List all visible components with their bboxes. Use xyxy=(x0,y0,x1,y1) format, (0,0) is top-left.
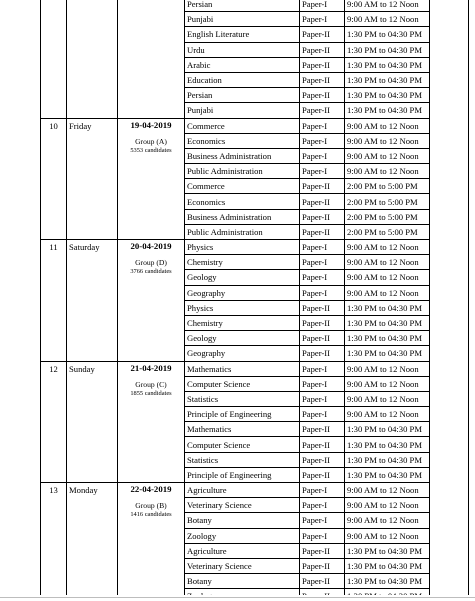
time-cell: 2:00 PM to 5:00 PM xyxy=(345,224,430,239)
subject-cell: Punjabi xyxy=(185,103,300,118)
time-cell: 1:30 PM to 04:30 PM xyxy=(345,57,430,72)
paper-cell: Paper-II xyxy=(300,467,345,482)
time-cell: 1:30 PM to 04:30 PM xyxy=(345,88,430,103)
time-cell: 9:00 AM to 12 Noon xyxy=(345,361,430,376)
exam-date: 22-04-2019 xyxy=(130,484,172,494)
day-cell: Monday xyxy=(67,483,118,601)
paper-cell: Paper-I xyxy=(300,376,345,391)
time-cell: 1:30 PM to 04:30 PM xyxy=(345,452,430,467)
subject-cell: Persian xyxy=(185,88,300,103)
time-cell: 9:00 AM to 12 Noon xyxy=(345,255,430,270)
paper-cell: Paper-II xyxy=(300,543,345,558)
candidate-count: 3766 candidates xyxy=(130,268,172,275)
subject-cell: Punjabi xyxy=(185,12,300,27)
day-cell: Saturday xyxy=(67,240,118,362)
time-cell: 1:30 PM to 04:30 PM xyxy=(345,331,430,346)
day-cell-continued xyxy=(67,0,118,118)
paper-cell: Paper-II xyxy=(300,103,345,118)
paper-cell: Paper-I xyxy=(300,0,345,12)
subject-cell: Geography xyxy=(185,285,300,300)
time-cell: 9:00 AM to 12 Noon xyxy=(345,133,430,148)
time-cell: 9:00 AM to 12 Noon xyxy=(345,118,430,133)
subject-cell: Zoology xyxy=(185,528,300,543)
time-cell: 9:00 AM to 12 Noon xyxy=(345,513,430,528)
time-cell: 1:30 PM to 04:30 PM xyxy=(345,300,430,315)
paper-cell: Paper-II xyxy=(300,57,345,72)
time-cell: 2:00 PM to 5:00 PM xyxy=(345,209,430,224)
subject-cell: Botany xyxy=(185,513,300,528)
subject-cell: Statistics xyxy=(185,391,300,406)
day-cell: Sunday xyxy=(67,361,118,483)
time-cell: 1:30 PM to 04:30 PM xyxy=(345,422,430,437)
subject-cell: Chemistry xyxy=(185,255,300,270)
time-cell: 1:30 PM to 04:30 PM xyxy=(345,543,430,558)
time-cell: 1:30 PM to 04:30 PM xyxy=(345,346,430,361)
paper-cell: Paper-II xyxy=(300,224,345,239)
table-row xyxy=(41,240,430,255)
day-cell: Friday xyxy=(67,118,118,240)
paper-cell: Paper-I xyxy=(300,483,345,498)
paper-cell: Paper-I xyxy=(300,391,345,406)
subject-cell: Physics xyxy=(185,300,300,315)
time-cell: 2:00 PM to 5:00 PM xyxy=(345,194,430,209)
table-row xyxy=(41,483,430,498)
subject-cell: Agriculture xyxy=(185,543,300,558)
date-group-cell xyxy=(118,240,185,362)
time-cell: 9:00 AM to 12 Noon xyxy=(345,270,430,285)
paper-cell: Paper-II xyxy=(300,315,345,330)
exam-date: 20-04-2019 xyxy=(130,241,172,251)
time-cell: 1:30 PM to 04:30 PM xyxy=(345,467,430,482)
subject-cell: Economics xyxy=(185,133,300,148)
subject-cell: Commerce xyxy=(185,179,300,194)
time-cell: 9:00 AM to 12 Noon xyxy=(345,12,430,27)
subject-cell: Botany xyxy=(185,574,300,589)
time-cell: 9:00 AM to 12 Noon xyxy=(345,164,430,179)
time-cell: 9:00 AM to 12 Noon xyxy=(345,498,430,513)
paper-cell: Paper-II xyxy=(300,574,345,589)
subject-cell: Physics xyxy=(185,240,300,255)
date-cell-continued xyxy=(118,0,185,118)
bottom-page-edge xyxy=(0,597,475,598)
right-page-border xyxy=(468,0,469,601)
subject-cell: Agriculture xyxy=(185,483,300,498)
paper-cell: Paper-II xyxy=(300,300,345,315)
time-cell: 1:30 PM to 04:30 PM xyxy=(345,103,430,118)
serial-cell-continued xyxy=(41,0,67,118)
candidate-count: 1855 candidates xyxy=(130,389,172,397)
subject-cell: Commerce xyxy=(185,118,300,133)
paper-cell: Paper-II xyxy=(300,27,345,42)
subject-cell: Computer Science xyxy=(185,376,300,391)
subject-cell: Computer Science xyxy=(185,437,300,452)
paper-cell: Paper-II xyxy=(300,346,345,361)
paper-cell: Paper-I xyxy=(300,285,345,300)
subject-cell: Mathematics xyxy=(185,361,300,376)
time-cell: 9:00 AM to 12 Noon xyxy=(345,0,430,12)
paper-cell: Paper-I xyxy=(300,528,345,543)
time-cell: 1:30 PM to 04:30 PM xyxy=(345,72,430,87)
time-cell: 9:00 AM to 12 Noon xyxy=(345,528,430,543)
time-cell: 1:30 PM to 04:30 PM xyxy=(345,558,430,573)
subject-cell: Geology xyxy=(185,270,300,285)
exam-date: 19-04-2019 xyxy=(130,119,172,130)
paper-cell: Paper-II xyxy=(300,42,345,57)
exam-date: 21-04-2019 xyxy=(130,362,172,373)
group-label: Group (B) xyxy=(135,501,167,510)
schedule-table-body xyxy=(41,0,430,601)
paper-cell: Paper-II xyxy=(300,558,345,573)
subject-cell: Economics xyxy=(185,194,300,209)
subject-cell: Veterinary Science xyxy=(185,498,300,513)
paper-cell: Paper-I xyxy=(300,12,345,27)
group-label: Group (C) xyxy=(135,379,167,389)
subject-cell: Statistics xyxy=(185,452,300,467)
subject-cell: English Literature xyxy=(185,27,300,42)
paper-cell: Paper-II xyxy=(300,72,345,87)
paper-cell: Paper-II xyxy=(300,209,345,224)
paper-cell: Paper-I xyxy=(300,498,345,513)
subject-cell: Public Administration xyxy=(185,164,300,179)
time-cell: 1:30 PM to 04:30 PM xyxy=(345,574,430,589)
paper-cell: Paper-I xyxy=(300,148,345,163)
subject-cell: Chemistry xyxy=(185,315,300,330)
time-cell: 1:30 PM to 04:30 PM xyxy=(345,27,430,42)
time-cell: 9:00 AM to 12 Noon xyxy=(345,407,430,422)
time-cell: 1:30 PM to 04:30 PM xyxy=(345,315,430,330)
subject-cell: Principle of Engineering xyxy=(185,407,300,422)
paper-cell: Paper-I xyxy=(300,164,345,179)
paper-cell: Paper-II xyxy=(300,179,345,194)
group-label: Group (D) xyxy=(135,258,167,267)
subject-cell: Mathematics xyxy=(185,422,300,437)
paper-cell: Paper-I xyxy=(300,240,345,255)
time-cell: 9:00 AM to 12 Noon xyxy=(345,391,430,406)
paper-cell: Paper-I xyxy=(300,407,345,422)
date-group-cell xyxy=(118,361,185,483)
time-cell: 9:00 AM to 12 Noon xyxy=(345,376,430,391)
paper-cell: Paper-II xyxy=(300,88,345,103)
paper-cell: Paper-II xyxy=(300,422,345,437)
subject-cell: Business Administration xyxy=(185,148,300,163)
paper-cell: Paper-II xyxy=(300,194,345,209)
candidate-count: 5353 candidates xyxy=(130,146,172,154)
exam-schedule-table xyxy=(40,0,430,601)
time-cell: 1:30 PM to 04:30 PM xyxy=(345,42,430,57)
subject-cell: Geography xyxy=(185,346,300,361)
paper-cell: Paper-II xyxy=(300,331,345,346)
date-group-cell xyxy=(118,483,185,601)
paper-cell: Paper-II xyxy=(300,437,345,452)
table-row xyxy=(41,118,430,133)
serial-cell: 13 xyxy=(41,483,67,601)
time-cell: 1:30 PM to 04:30 PM xyxy=(345,437,430,452)
time-cell: 9:00 AM to 12 Noon xyxy=(345,483,430,498)
time-cell: 2:00 PM to 5:00 PM xyxy=(345,179,430,194)
paper-cell: Paper-I xyxy=(300,255,345,270)
time-cell: 9:00 AM to 12 Noon xyxy=(345,240,430,255)
time-cell: 9:00 AM to 12 Noon xyxy=(345,148,430,163)
date-group-cell xyxy=(118,118,185,240)
subject-cell: Urdu xyxy=(185,42,300,57)
paper-cell: Paper-I xyxy=(300,361,345,376)
subject-cell: Business Administration xyxy=(185,209,300,224)
subject-cell: Principle of Engineering xyxy=(185,467,300,482)
paper-cell: Paper-I xyxy=(300,118,345,133)
table-row xyxy=(41,0,430,12)
subject-cell: Geology xyxy=(185,331,300,346)
serial-cell: 12 xyxy=(41,361,67,483)
candidate-count: 1416 candidates xyxy=(130,511,172,518)
group-label: Group (A) xyxy=(135,136,167,146)
bottom-page-cutoff xyxy=(0,595,475,601)
time-cell: 9:00 AM to 12 Noon xyxy=(345,285,430,300)
subject-cell: Public Administration xyxy=(185,224,300,239)
paper-cell: Paper-I xyxy=(300,270,345,285)
subject-cell: Education xyxy=(185,72,300,87)
paper-cell: Paper-II xyxy=(300,452,345,467)
paper-cell: Paper-I xyxy=(300,133,345,148)
paper-cell: Paper-I xyxy=(300,513,345,528)
table-row xyxy=(41,361,430,376)
serial-cell: 11 xyxy=(41,240,67,362)
subject-cell: Veterinary Science xyxy=(185,558,300,573)
subject-cell: Arabic xyxy=(185,57,300,72)
subject-cell: Persian xyxy=(185,0,300,12)
serial-cell: 10 xyxy=(41,118,67,240)
